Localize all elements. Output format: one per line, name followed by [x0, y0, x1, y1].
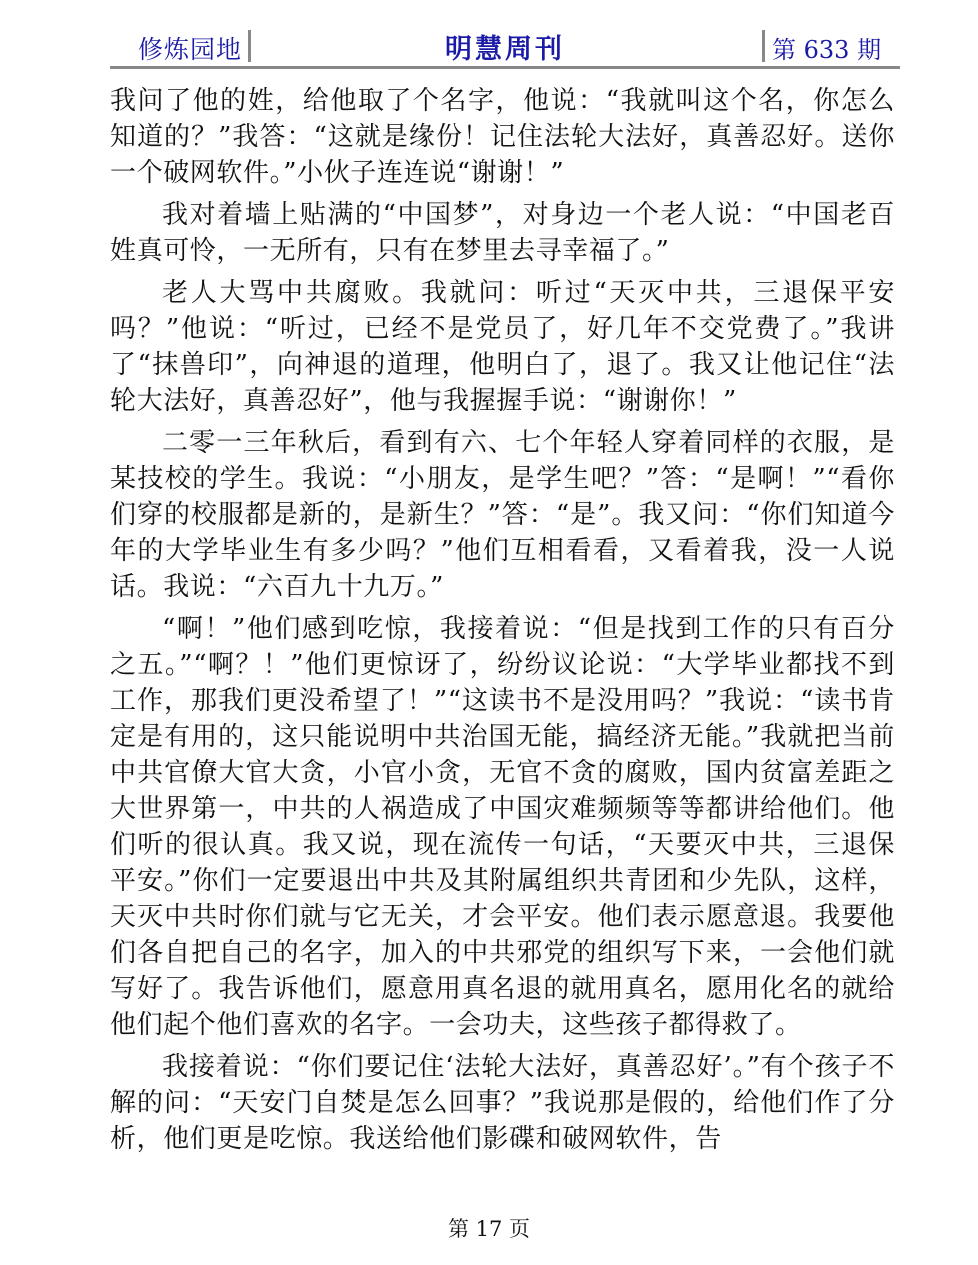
article-body [110, 83, 895, 1157]
paragraph: 二零一三年秋后，看到有六、七个年轻人穿着同样的衣服，是某技校的学生。我说：“小朋友，是学生吧？”答：“是啊！”“看你们穿的校服都是新的，是新生？”答：“是”。我又问：“你们知道今年的大学毕业生有多少吗？”他们互相看看，又看着我，没一人说话。我说：“六百九十九万。” [110, 428, 895, 602]
header-rule [110, 66, 900, 69]
section-title: 修炼园地 [138, 35, 243, 64]
paragraph: 老人大骂中共腐败。我就问：听过“天灭中共，三退保平安吗？”他说：“听过，已经不是党员了，好几年不交党费了。”我讲了“抹兽印”，向神退的道理，他明白了，退了。我又让他记住“法轮大法好，真善忍好”，他与我握握手说：“谢谢你！” [110, 278, 895, 416]
publication-title: 明慧周刊 [445, 34, 565, 65]
paragraph: 我问了他的姓，给他取了个名字，他说：“我就叫这个名，你怎么知道的？”我答：“这就是缘份！记住法轮大法好，真善忍好。送你一个破网软件。”小伙子连连说“谢谢！” [110, 86, 895, 188]
page-header [110, 26, 900, 66]
paragraph: 我接着说：“你们要记住‘法轮大法好，真善忍好’。”有个孩子不解的问：“天安门自焚是怎么回事？”我说那是假的，给他们作了分析，他们更是吃惊。我送给他们影碟和破网软件，告 [110, 1052, 895, 1154]
paragraph: 我对着墙上贴满的“中国梦”，对身边一个老人说：“中国老百姓真可怜，一无所有，只有在梦里去寻幸福了。” [110, 200, 895, 266]
issue-number: 第 633 期 [772, 36, 882, 64]
header-divider-right [762, 30, 765, 62]
paragraph: “啊！”他们感到吃惊，我接着说：“但是找到工作的只有百分之五。”“啊？！”他们更惊讶了，纷纷议论说：“大学毕业都找不到工作，那我们更没希望了！”“这读书不是没用吗？”我说：“读书肯定是有用的，这只能说明中共治国无能，搞经济无能。”我就把当前中共官僚大官大贪，小官小贪，无官不贪的腐败，国内贫富差距之大世界第一，中共的人祸造成了中国灾难频频等等都讲给他们。他们听的很认真。我又说，现在流传一句话，“天要灭中共，三退保平安。”你们一定要退出中共及其附属组织共青团和少先队，这样，天灭中共时你们就与它无关，才会平安。他们表示愿意退。我要他们各自把自己的名字，加入的中共邪党的组织写下来，一会他们就写好了。我告诉他们，愿意用真名退的就用真名，愿用化名的就给他们起个他们喜欢的名字。一会功夫，这些孩子都得救了。 [110, 614, 895, 1040]
page-number: 第 17 页 [447, 1217, 531, 1241]
